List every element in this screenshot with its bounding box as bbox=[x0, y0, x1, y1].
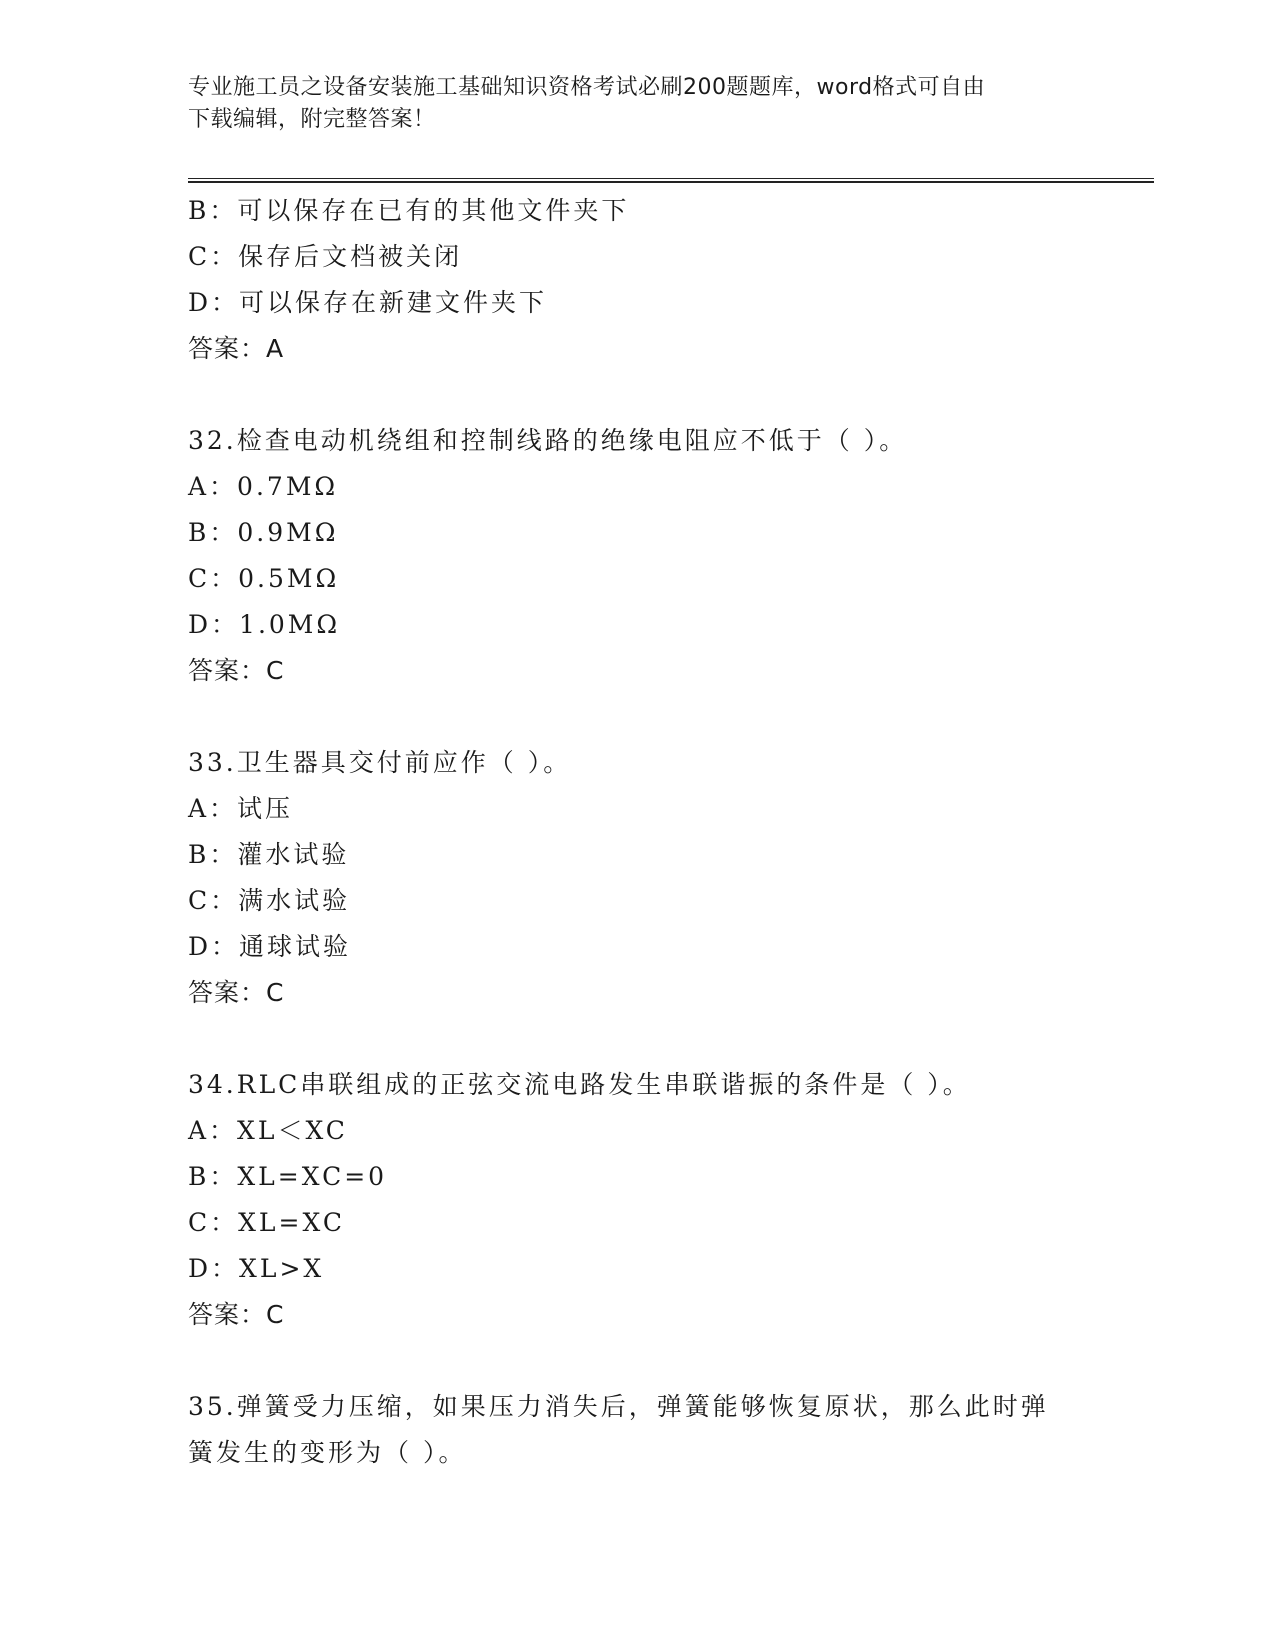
option-b: B：灌水试验 bbox=[188, 840, 350, 869]
question-text: 32.检查电动机绕组和控制线路的绝缘电阻应不低于（ ）。 bbox=[188, 426, 908, 455]
option-a: A：试压 bbox=[188, 794, 294, 823]
spacer bbox=[188, 372, 1088, 418]
header-line-1: 专业施工员之设备安装施工基础知识资格考试必刷200题题库，word格式可自由 bbox=[188, 75, 986, 100]
option-d: D：1.0MΩ bbox=[188, 610, 341, 639]
header-line-2: 下载编辑，附完整答案！ bbox=[188, 107, 436, 132]
option-b: B：XL=XC=0 bbox=[188, 1162, 388, 1191]
question-text-line-2: 簧发生的变形为（ ）。 bbox=[188, 1438, 467, 1467]
spacer bbox=[188, 1016, 1088, 1062]
question-33 bbox=[188, 740, 1088, 1016]
option-b: B：0.9MΩ bbox=[188, 518, 339, 547]
question-32 bbox=[188, 418, 1088, 694]
option-d: D：可以保存在新建文件夹下 bbox=[188, 288, 548, 317]
question-text: 33.卫生器具交付前应作（ ）。 bbox=[188, 748, 572, 777]
option-b: B：可以保存在已有的其他文件夹下 bbox=[188, 196, 630, 225]
header-divider bbox=[188, 178, 1154, 183]
spacer bbox=[188, 1338, 1088, 1384]
spacer bbox=[188, 694, 1088, 740]
question-34 bbox=[188, 1062, 1088, 1338]
option-d: D：通球试验 bbox=[188, 932, 352, 961]
option-c: C：XL=XC bbox=[188, 1208, 345, 1237]
page-header bbox=[188, 72, 1088, 136]
question-text: 34.RLC串联组成的正弦交流电路发生串联谐振的条件是（ ）。 bbox=[188, 1070, 971, 1099]
option-c: C：满水试验 bbox=[188, 886, 351, 915]
document-body bbox=[188, 188, 1088, 1476]
question-text-line-1: 35.弹簧受力压缩，如果压力消失后，弹簧能够恢复原状，那么此时弹 bbox=[188, 1392, 1049, 1421]
answer: 答案：C bbox=[188, 1300, 285, 1329]
question-35 bbox=[188, 1384, 1088, 1476]
answer: 答案：A bbox=[188, 334, 285, 363]
option-a: A：XL＜XC bbox=[188, 1116, 348, 1145]
answer: 答案：C bbox=[188, 978, 285, 1007]
option-c: C：0.5MΩ bbox=[188, 564, 340, 593]
option-a: A：0.7MΩ bbox=[188, 472, 339, 501]
option-d: D：XL>X bbox=[188, 1254, 325, 1283]
question-31-tail bbox=[188, 188, 1088, 372]
answer: 答案：C bbox=[188, 656, 285, 685]
option-c: C：保存后文档被关闭 bbox=[188, 242, 463, 271]
